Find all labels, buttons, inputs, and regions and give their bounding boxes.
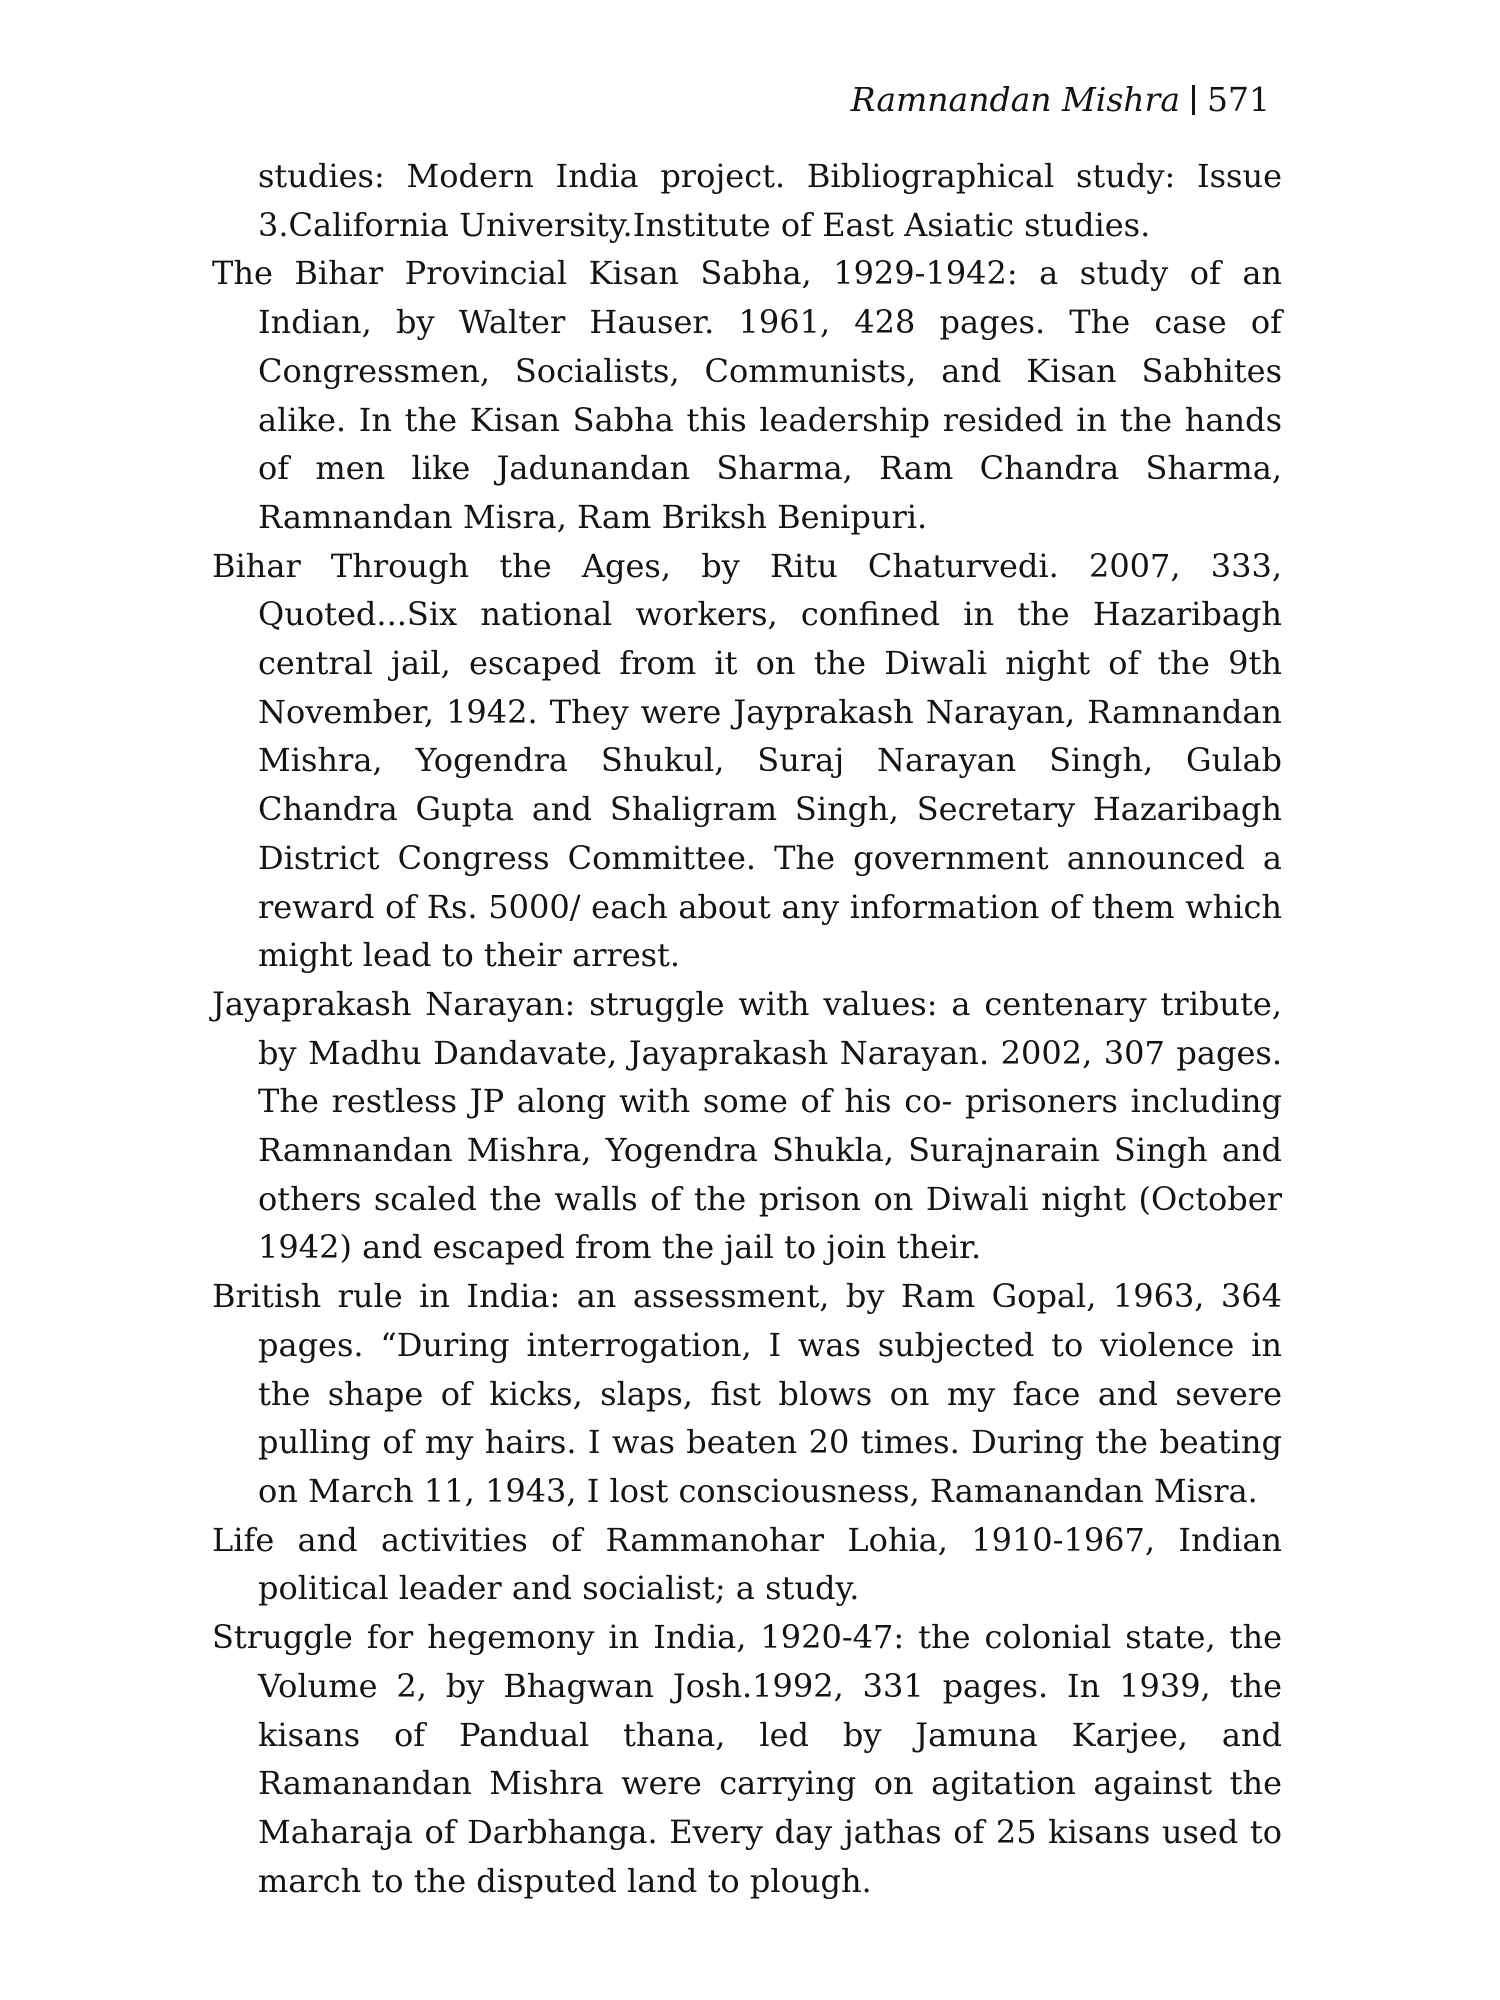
bibliography-entry: Struggle for hegemony in India, 1920-47: the colonial state, the Volume 2, by Bhagwan Josh.1992, 331 pages. In 1939, the kisans of Pandual thana, led by Jamuna Karjee, and Ramanandan Mishra were carrying on agitation against the Maharaja of Darbhanga. Every day jathas of 25 kisans used to march to the disputed land to plough. bbox=[212, 1618, 1282, 1900]
bibliography-entry: Life and activities of Rammanohar Lohia, 1910-1967, Indian political leader and socialist; a study. bbox=[212, 1520, 1282, 1608]
bibliography-entry: Jayaprakash Narayan: struggle with values: a centenary tribute, by Madhu Dandavate, Jayaprakash Narayan. 2002, 307 pages. The restless JP along with some of his co- prisoners including Ramnandan Mishra, Yogendra Shukla, Surajnarain Singh and others scaled the walls of the prison on Diwali night (October 1942) and escaped from the jail to join their. bbox=[212, 984, 1282, 1267]
bibliography-entry: British rule in India: an assessment, by Ram Gopal, 1963, 364 pages. “During interrogation, I was subjected to violence in the shape of kicks, slaps, fist blows on my face and severe pulling of my hairs. I was beaten 20 times. During the beating on March 11, 1943, I lost consciousness, Ramanandan Misra. bbox=[212, 1277, 1282, 1510]
bibliography-entry-continued: studies: Modern India project. Bibliographical study: Issue 3.California University.Institute of East Asiatic studies. bbox=[258, 157, 1282, 244]
running-head-separator bbox=[1192, 85, 1195, 115]
bibliography-entry: Bihar Through the Ages, by Ritu Chaturvedi. 2007, 333, Quoted...Six national workers, confined in the Hazaribagh central jail, escaped from it on the Diwali night of the 9th November, 1942. They were Jayprakash Narayan, Ramnandan Mishra, Yogendra Shukul, Suraj Narayan Singh, Gulab Chandra Gupta and Shaligram Singh, Secretary Hazaribagh District Congress Committee. The government announced a reward of Rs. 5000/ each about any information of them which might lead to their arrest. bbox=[212, 546, 1282, 975]
running-head-title: Ramnandan Mishra bbox=[850, 80, 1180, 119]
bibliography-list bbox=[212, 152, 1282, 1905]
page-number: 571 bbox=[1207, 80, 1270, 119]
bibliography-entry: The Bihar Provincial Kisan Sabha, 1929-1942: a study of an Indian, by Walter Hauser. 1961, 428 pages. The case of Congressmen, Socialists, Communists, and Kisan Sabhites alike. In the Kisan Sabha this leadership resided in the hands of men like Jadunandan Sharma, Ram Chandra Sharma, Ramnandan Misra, Ram Briksh Benipuri. bbox=[212, 254, 1282, 536]
running-head bbox=[851, 80, 1270, 120]
